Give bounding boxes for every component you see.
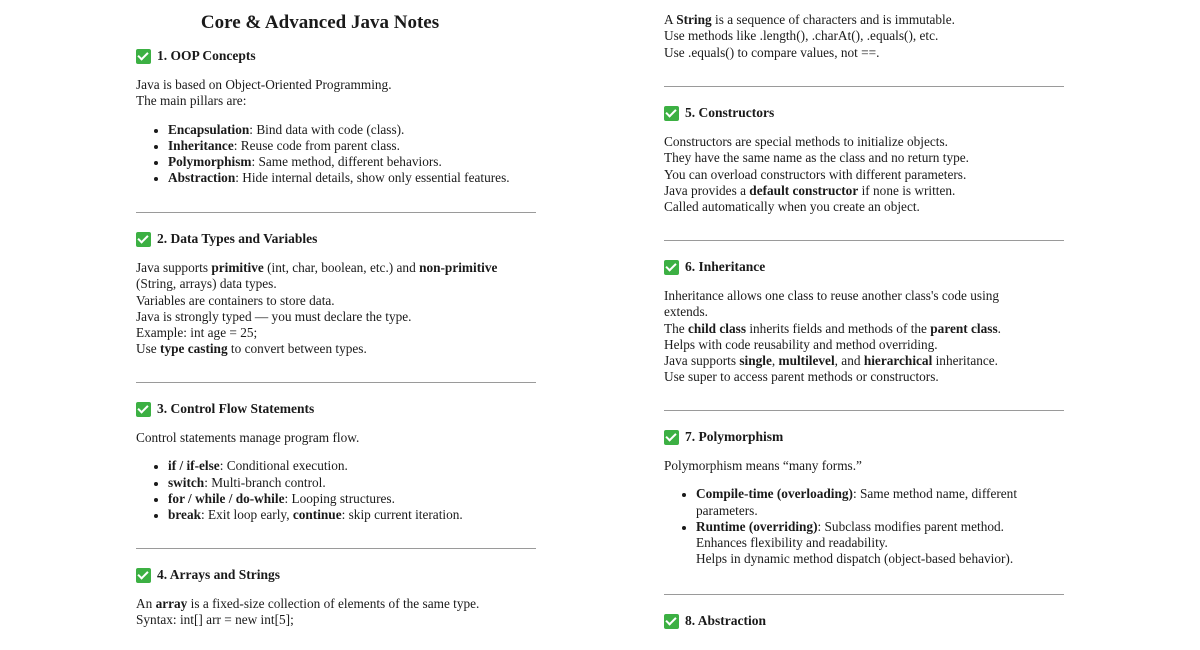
paragraph: Example: int age = 25; (136, 325, 258, 341)
list-item (696, 486, 1066, 519)
section-data-types (136, 229, 538, 358)
document-title: Core & Advanced Java Notes (200, 12, 440, 33)
section-divider (664, 240, 1064, 241)
paragraph: Java is based on Object-Oriented Programming. (136, 77, 392, 92)
text: Helps in dynamic method dispatch (object-based behavior). (696, 551, 1014, 567)
paragraph: Constructors are special methods to initialize objects. (664, 134, 948, 149)
text: inherits fields and methods of the (746, 320, 931, 336)
paragraph (136, 260, 538, 276)
text: is a fixed-size collection of elements of the same type. (187, 596, 480, 611)
term: Inheritance (168, 137, 234, 153)
section-divider (664, 410, 1064, 411)
paragraph (664, 12, 1066, 28)
paragraph: Helps with code reusability and method overriding. (664, 336, 938, 352)
section-polymorphism (664, 427, 1066, 568)
term: non-primitive (419, 260, 498, 275)
definition: : Conditional execution. (219, 458, 348, 474)
bullet-list (664, 486, 1066, 567)
text: , (771, 353, 779, 369)
paragraph: Use .equals() to compare values, not ==. (664, 44, 880, 60)
paragraph: Control statements manage program flow. (136, 430, 360, 445)
term: Abstraction (168, 170, 236, 186)
paragraph (136, 596, 538, 612)
text: (int, char, boolean, etc.) and (263, 260, 420, 275)
text: to convert between types. (227, 341, 367, 357)
text: if none is written. (858, 182, 956, 198)
paragraph: extends. (664, 304, 708, 320)
checkmark-box-icon (664, 106, 679, 121)
paragraph: Polymorphism means “many forms.” (664, 458, 862, 473)
section-heading (664, 427, 1066, 447)
text: Use (136, 341, 161, 357)
section-heading (664, 257, 1066, 277)
section-heading (136, 229, 538, 249)
text: is a sequence of characters and is immutable. (711, 12, 955, 27)
term: primitive (211, 260, 264, 275)
text: Enhances flexibility and readability. (696, 535, 888, 551)
heading-text: 5. Constructors (685, 105, 775, 120)
heading-text: 3. Control Flow Statements (157, 401, 315, 416)
checkmark-box-icon (664, 614, 679, 629)
bullet-list (136, 458, 538, 523)
section-heading (664, 611, 1066, 631)
checkmark-box-icon (664, 430, 679, 445)
heading-text: 2. Data Types and Variables (157, 231, 318, 246)
heading-text: 8. Abstraction (685, 613, 766, 628)
section-control-flow (136, 399, 538, 523)
term: switch (168, 474, 205, 490)
list-item (168, 507, 538, 523)
paragraph (664, 321, 1066, 337)
term: child class (688, 320, 746, 336)
definition: : Looping structures. (284, 490, 395, 506)
text: inheritance. (932, 353, 998, 369)
term: multilevel (778, 353, 835, 369)
paragraph (664, 353, 1066, 369)
paragraph: You can overload constructors with different parameters. (664, 166, 967, 182)
list-item (168, 138, 538, 154)
definition: : Reuse code from parent class. (233, 137, 400, 153)
section-divider (136, 382, 536, 383)
paragraph: Use methods like .length(), .charAt(), .equals(), etc. (664, 28, 939, 44)
paragraph (664, 183, 1066, 199)
term: type casting (160, 341, 228, 357)
section-abstraction (664, 611, 1066, 631)
term: Compile-time (overloading) (696, 486, 853, 502)
term: hierarchical (863, 353, 933, 369)
list-item (168, 154, 538, 170)
section-heading (136, 565, 538, 585)
text: Java supports (664, 353, 740, 369)
text: Java provides a (664, 182, 750, 198)
heading-text: 4. Arrays and Strings (157, 567, 281, 582)
paragraph: They have the same name as the class and no return type. (664, 150, 969, 166)
text: , and (834, 353, 864, 369)
section-divider (664, 594, 1064, 595)
paragraph: The main pillars are: (136, 93, 247, 109)
definition: : Subclass modifies parent method. (817, 518, 1005, 534)
term: break (168, 507, 202, 523)
text: The (664, 320, 688, 336)
paragraph: Use super to access parent methods or constructors. (664, 369, 939, 385)
paragraph: Syntax: int[] arr = new int[5]; (136, 612, 294, 628)
text: An (136, 596, 156, 611)
checkmark-box-icon (136, 568, 151, 583)
list-item (168, 458, 538, 474)
section-arrays-strings (136, 565, 538, 629)
definition: : skip current iteration. (341, 507, 463, 523)
term: String (676, 12, 712, 27)
section-divider (136, 548, 536, 549)
section-constructors (664, 103, 1066, 215)
paragraph: Java is strongly typed — you must declare the type. (136, 308, 412, 324)
definition: : Exit loop early, (201, 507, 293, 523)
bullet-list (136, 122, 538, 187)
section-strings-continued (664, 12, 1066, 61)
term: parent class (930, 320, 998, 336)
definition: : Hide internal details, show only essential features. (235, 170, 510, 186)
checkmark-box-icon (136, 232, 151, 247)
section-oop-concepts (136, 46, 538, 187)
list-item (168, 475, 538, 491)
term: Polymorphism (168, 154, 252, 170)
term: continue (292, 507, 342, 523)
section-inheritance (664, 257, 1066, 386)
term: Runtime (overriding) (696, 518, 818, 534)
heading-text: 1. OOP Concepts (157, 48, 256, 63)
list-item (168, 122, 538, 138)
heading-text: 6. Inheritance (685, 259, 766, 274)
list-item (168, 170, 538, 186)
text: A (664, 12, 677, 27)
definition: : Same method, different behaviors. (251, 154, 442, 170)
checkmark-box-icon (664, 260, 679, 275)
checkmark-box-icon (136, 402, 151, 417)
term: Encapsulation (168, 121, 250, 137)
text: Java supports (136, 260, 212, 275)
checkmark-box-icon (136, 49, 151, 64)
paragraph: (String, arrays) data types. (136, 276, 277, 292)
list-item (696, 519, 1066, 568)
paragraph: Called automatically when you create an object. (664, 199, 920, 215)
paragraph (136, 341, 538, 357)
definition: : Same method name, different parameters. (696, 486, 1018, 518)
section-divider (136, 212, 536, 213)
list-item (168, 491, 538, 507)
section-heading (664, 103, 1066, 123)
term: single (739, 353, 772, 369)
term: for / while / do-while (168, 490, 285, 506)
section-heading (136, 399, 538, 419)
paragraph: Inheritance allows one class to reuse another class's code using (664, 288, 1000, 303)
term: if / if-else (168, 458, 220, 474)
paragraph: Variables are containers to store data. (136, 292, 335, 308)
section-heading (136, 46, 538, 66)
term: default constructor (749, 182, 859, 198)
definition: : Multi-branch control. (204, 474, 326, 490)
heading-text: 7. Polymorphism (685, 429, 784, 444)
section-divider (664, 86, 1064, 87)
text: . (997, 320, 1001, 336)
definition: : Bind data with code (class). (249, 121, 405, 137)
term: array (155, 596, 188, 611)
